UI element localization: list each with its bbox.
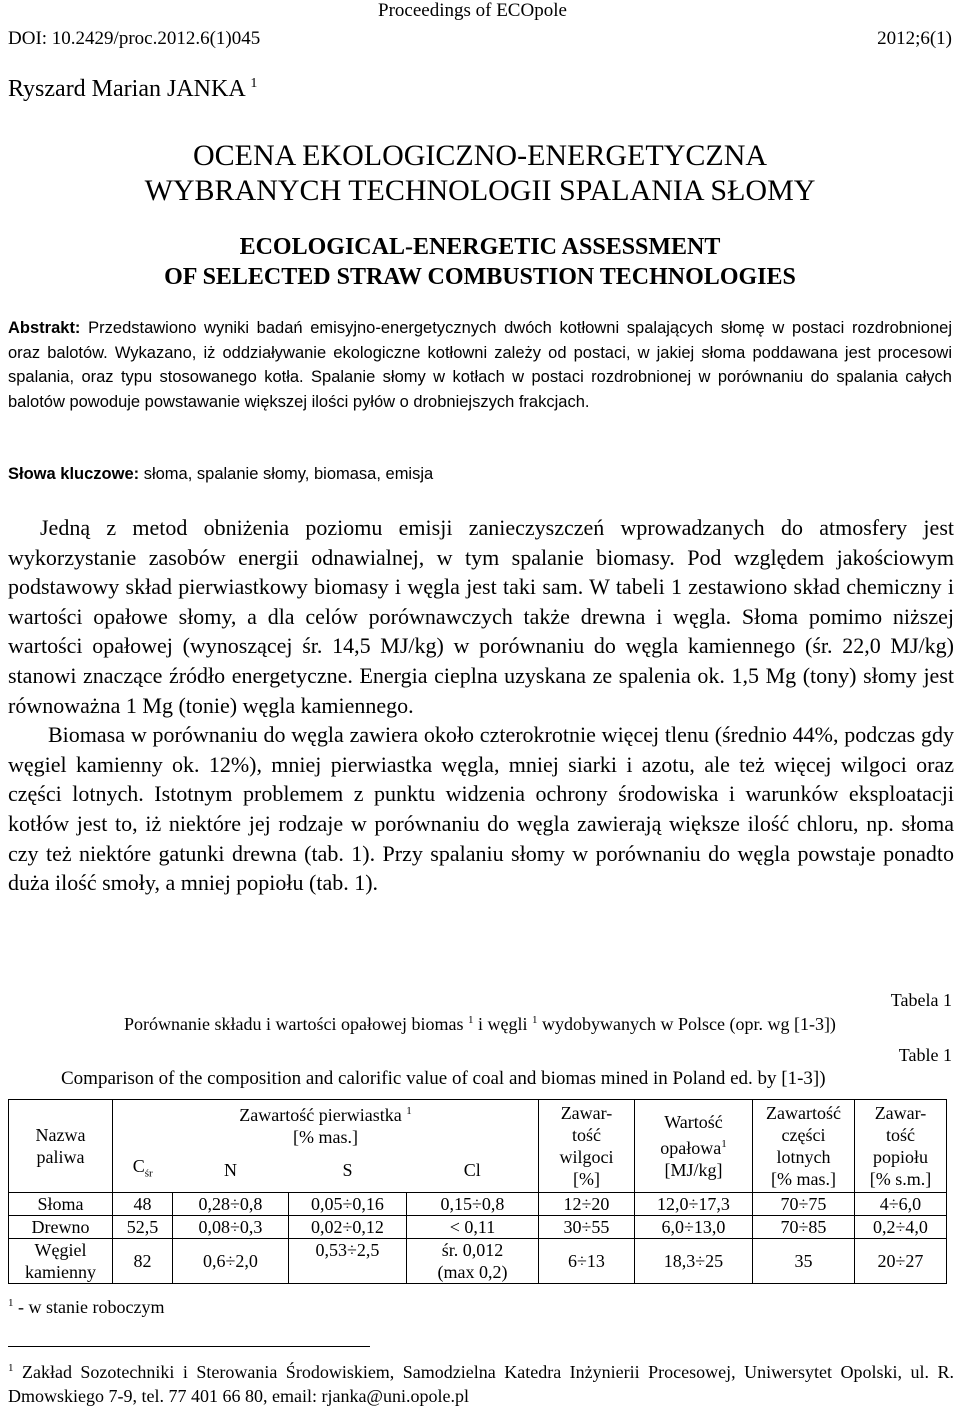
table-title-pl-sup: 1 (467, 1014, 474, 1026)
author (8, 76, 257, 103)
header-calorific: Wartość opałowa$^1$ [MJ/kg] (635, 1100, 753, 1193)
issue: 2012;6(1) (877, 28, 952, 49)
table-label-en: Table 1 (898, 1045, 952, 1065)
header-fuel-name: Nazwa paliwa (9, 1100, 113, 1193)
journal-name: Proceedings of ECOpole (378, 0, 567, 21)
title-en-line2: OF SELECTED STRAW COMBUSTION TECHNOLOGIES (164, 264, 796, 290)
cell-moisture: 30÷55 (539, 1216, 635, 1239)
footnote-rule (8, 1346, 370, 1347)
header-s: S (289, 1148, 407, 1193)
page-footnote: $^1$ Zakład Sozotechniki i Sterowania Środowiskiem, Samodzielna Katedra Inżynierii Procesowej, Uniwersytet Opolski, ul. R. Dmowskiego 7-9, tel. 77 401 66 80, email: rjanka@uni.opole.pl (8, 1362, 954, 1406)
keywords-label: Słowa kluczowe: (8, 465, 140, 483)
cell-moisture: 12÷20 (539, 1193, 635, 1216)
paragraph-2: Biomasa w porównaniu do węgla zawiera około czterokrotnie więcej tlenu (średnio 44%, podczas gdy węgiel kamienny ok. 12%), mniej pierwiastka węgla, mniej siarki i azotu, ale też więcej wilgoci oraz części lotnych. Istotnym problemem z punktu widzenia ochrony środowiska i warunków eksploatacji kotłów jest to, iż niektóre jej rodzaje w porównaniu do węgla zawierają większe ilość chloru, np. słoma czy też niektóre gatunki drewna (tab. 1). Przy spalaniu słomy w porównaniu do węgla powstaje ponadto duża ilość smoły, a mniej popiołu (tab. 1). (8, 722, 954, 896)
abstract-label: Abstrakt: (8, 319, 81, 337)
header-element-content: Zawartość pierwiastka $^1$ [% mas.] (113, 1100, 539, 1149)
cell-cl: < 0,11 (407, 1216, 539, 1239)
table-title-pl-b: i węgli (473, 1014, 528, 1034)
cell-volatile: 70÷75 (753, 1193, 855, 1216)
cell-ash: 20÷27 (855, 1239, 947, 1284)
title-en-line1: ECOLOGICAL-ENERGETIC ASSESSMENT (239, 234, 721, 260)
header-moisture: Zawar- tość wilgoci [%] (539, 1100, 635, 1193)
doi-row (8, 28, 952, 50)
cell-c: 82 (113, 1239, 173, 1284)
cell-name: Drewno (9, 1216, 113, 1239)
table-row (9, 1239, 947, 1284)
table-row (9, 1216, 947, 1239)
header-cl: Cl (407, 1148, 539, 1193)
table-title-en: Comparison of the composition and calorific value of coal and biomas mined in Poland ed. by [1-3]) (61, 1068, 826, 1089)
cell-s: 0,02÷0,12 (289, 1216, 407, 1239)
cell-s: 0,53÷2,5 (289, 1239, 407, 1284)
table-row (9, 1193, 947, 1216)
abstract (8, 316, 952, 415)
header-c: $C_{śr}$ (113, 1148, 173, 1193)
header-n: N (173, 1148, 289, 1193)
cell-n: 0,08÷0,3 (173, 1216, 289, 1239)
body-text (8, 513, 954, 898)
cell-ash: 0,2÷4,0 (855, 1216, 947, 1239)
cell-moisture: 6÷13 (539, 1239, 635, 1284)
cell-c: 52,5 (113, 1216, 173, 1239)
cell-name: Węgiel kamienny (9, 1239, 113, 1284)
cell-calorific: 12,0÷17,3 (635, 1193, 753, 1216)
composition-table (8, 1099, 947, 1284)
header-ash: Zawar- tość popiołu [% s.m.] (855, 1100, 947, 1193)
table-footnote: $^1$ - w stanie roboczym (8, 1297, 165, 1317)
table-title-pl-c: wydobywanych w Polsce (opr. wg [1-3]) (537, 1014, 836, 1034)
keywords (8, 465, 433, 484)
doi: DOI: 10.2429/proc.2012.6(1)045 (8, 28, 261, 49)
cell-s: 0,05÷0,16 (289, 1193, 407, 1216)
cell-volatile: 70÷85 (753, 1216, 855, 1239)
cell-cl: śr. 0,012 (max 0,2) (407, 1239, 539, 1284)
cell-n: 0,28÷0,8 (173, 1193, 289, 1216)
title-pl-line1: OCENA EKOLOGICZNO-ENERGETYCZNA (192, 139, 768, 172)
author-name: Ryszard Marian JANKA (8, 76, 245, 102)
header-volatile: Zawartość części lotnych [% mas.] (753, 1100, 855, 1193)
cell-name: Słoma (9, 1193, 113, 1216)
cell-n: 0,6÷2,0 (173, 1239, 289, 1284)
abstract-text: Przedstawiono wyniki badań emisyjno-energetycznych dwóch kotłowni spalających słomę w postaci rozdrobnionej oraz balotów. Wykazano, iż oddziaływanie ekologiczne kotłowni zależy od postaci, w jakiej słoma poddawana jest procesowi spalania, oraz typu stosowanego kotła. Spalanie słomy w kotłach w postaci rozdrobnionej w porównaniu do spalania całych balotów powoduje powstawanie większej ilości pyłów o drobniejszych frakcjach. (8, 319, 952, 412)
cell-calorific: 18,3÷25 (635, 1239, 753, 1284)
title-polish (0, 138, 960, 208)
table-title-pl-a: Porównanie składu i wartości opałowej biomas (124, 1014, 464, 1034)
keywords-text: słoma, spalanie słomy, biomasa, emisja (143, 465, 434, 483)
table-title-pl-sup2: 1 (531, 1014, 538, 1026)
title-english (0, 232, 960, 292)
cell-calorific: 6,0÷13,0 (635, 1216, 753, 1239)
cell-c: 48 (113, 1193, 173, 1216)
cell-cl: 0,15÷0,8 (407, 1193, 539, 1216)
table-title-pl (0, 1014, 960, 1035)
table-header-row-1 (9, 1100, 947, 1149)
cell-volatile: 35 (753, 1239, 855, 1284)
paragraph-1: Jedną z metod obniżenia poziomu emisji zanieczyszczeń wprowadzanych do atmosfery jest wykorzystanie zasobów energii odnawialnej, w tym spalanie biomasy. Pod względem jakościowym podstawowy skład pierwiastkowy biomasy i węgla jest taki sam. W tabeli 1 zestawiono skład chemiczny i wartości opałowe słomy, a dla celów porównawczych także drewna i węgla. Słoma pomimo niższej wartości opałowej (wynoszącej śr. 14,5 MJ/kg) w porównaniu do węgla kamiennego (śr. 22,0 MJ/kg) stanowi znaczące źródło energetyczne. Energia cieplna uzyskana ze spalenia ok. 1,5 Mg (tony) słomy jest równoważna 1 Mg (tonie) węgla kamiennego. (8, 515, 954, 718)
table-label-pl: Tabela 1 (890, 990, 952, 1010)
cell-ash: 4÷6,0 (855, 1193, 947, 1216)
author-affiliation-mark: 1 (250, 76, 258, 91)
title-pl-line2: WYBRANYCH TECHNOLOGII SPALANIA SŁOMY (144, 174, 816, 207)
